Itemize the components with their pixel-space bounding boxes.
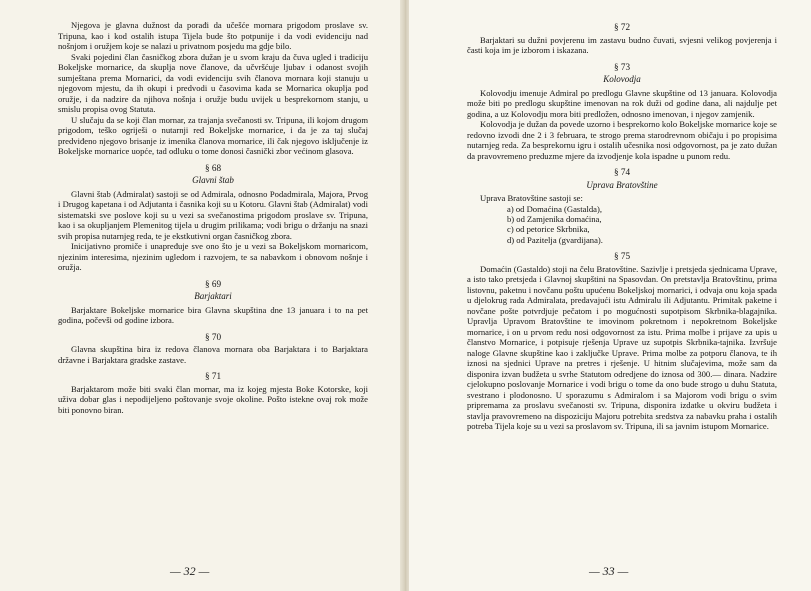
section-title: Glavni štab <box>192 175 234 185</box>
right-text-column <box>467 22 777 432</box>
paragraph: Barjaktarom može biti svaki član mornar, ma iz kojeg mjesta Boke Kotorske, koji uživa dobar glas i nepodijeljeno poštovanje svoje okoline. Pošto istekne ovaj rok može biti ponovno biran. <box>58 383 368 415</box>
section-heading: § 74 <box>613 167 631 177</box>
section-title: Barjaktari <box>194 291 232 301</box>
right-page <box>409 0 811 591</box>
section-heading: § 70 <box>204 331 222 342</box>
page-number: — 33 — <box>589 564 629 578</box>
paragraph: U slučaju da se koji član mornar, za trajanja svečanosti sv. Tripuna, ili kojom drugom prigodom, teško ogriješi o nutarnji red Bokeljske mornarice, i da je za taj slučaj predviđeno njegovo brisanje iz imenika članova mornarice, ili čak njegovo isključenje iz Bokeljske mornarice uopće, tad odluku o tome donosi časnički zbor većinom glasova. <box>58 114 368 156</box>
paragraph: Kolovodju imenuje Admiral po predlogu Glavne skupštine od 13 januara. Kolovodja može biti po predlogu skupštine imenovan na rok duži od godine dana, ali najdulje pet godina, a uz Kolovodju mora biti predložen, odnosno imenovan, i njegov zamjenik. <box>467 87 777 119</box>
section-heading: § 69 <box>204 278 222 289</box>
paragraph: Kolovodja je dužan da povede uzorno i besprekorno kolo Bokeljske mornarice koje se redovno izvodi dne 2 i 3 februara, te strogo prema starodrevnom običaju i po propisima nutarnjeg reda. Za besprekornu igru i ostalih učesnika nosi odgovornost, pa je zato dužan da pravovremeno preduzme mjere da izvodjenje kola ispadne u punom redu. <box>467 119 777 161</box>
left-text-column <box>58 20 368 415</box>
section-heading: § 73 <box>613 61 631 72</box>
paragraph: Njegova je glavna dužnost da porađi da učešće mornara prigodom proslave sv. Tripuna, kao i kod ostalih istupa Tijela bude što potpunije i da vodi evidenciju nad nošnjom i oružjem koje se nalazi u privatnom posjedu ma gdje bilo. <box>58 20 368 51</box>
left-page <box>0 0 402 591</box>
list-item: c) od petorice Skrbnika, <box>507 224 590 235</box>
paragraph: Inicijativno promiče i unapređuje sve ono što je u vezi sa Bokeljskom mornaricom, njezinim interesima, njezinim ugledom i razvojem, te sa nabavkom i obnovom nošnje i oružja. <box>58 241 368 272</box>
paragraph: Glavni štab (Admiralat) sastoji se od Admirala, odnosno Podadmirala, Majora, Prvog i Drugog kapetana i od Adjutanta i časnika koji su u Kotoru. Glavni štab (Admiralat) vodi sistematski sve poslove koji su u vezi sa svečanostima prigodom proslave sv. Tripuna, kao i sa okupljanjem Plemenitog tijela u drugim prilikama; vodi brigu o držanju na snazi svih propisa nutarnjeg reda, te je ekstkutivni organ časničkog zbora. <box>58 188 368 241</box>
section-heading: § 71 <box>204 371 222 381</box>
page-number: — 32 — <box>170 564 210 578</box>
paragraph: Uprava Bratovštine sastoji se: <box>480 193 583 203</box>
list-item: d) od Pazitelja (gvardijana). <box>507 234 603 245</box>
section-title: Uprava Bratovštine <box>586 179 658 190</box>
list-item: b) od Zamjenika domaćina, <box>507 213 602 224</box>
paragraph: Barjaktari su dužni povjerenu im zastavu budno čuvati, svjesni velikog povjerenja i časti koja im je izborom i iskazana. <box>467 34 777 55</box>
section-heading: § 72 <box>613 22 631 32</box>
section-heading: § 75 <box>613 251 631 262</box>
section-title: Kolovodja <box>603 74 641 84</box>
section-heading: § 68 <box>204 162 222 173</box>
paragraph: Barjaktare Bokeljske mornarice bira Glavna skupština dne 13 januara i to na pet godina, počevši od godine izbora. <box>58 304 368 325</box>
member-list <box>467 204 777 246</box>
paragraph: Glavna skupština bira iz redova članova mornara oba Barjaktara i to Barjaktara državne i Barjaktara gradske zastave. <box>58 344 368 365</box>
list-item: a) od Domaćina (Gastalda), <box>507 203 602 214</box>
paragraph: Domaćin (Gastaldo) stoji na čelu Bratovštine. Sazivlje i pretsjeda sjednicama Uprave, a isto tako pretsjeda i Glavnoj skupštini na Spasovdan. On pretstavlja Bratovštinu, prima listovnu, paketnu i novčanu poštu upućenu Bokeljskoj mornarici, i odvaja onu koja spada u djelokrug rada Admiralata, predavajući istu Admiralu ili Adjutantu. Primitak paketne i novčane pošte potvrdjuje pečatom i po mogućnosti supotpisom Skrbnika-blagajnika. Upravlja Upravom Bratovštine te imovinom pokretnom i nepokretnom Bokeljske mornarice, i on u prvom redu nosi odgovornost za istu. Prima molbe i prijave za upis u članstvo Mornarice, i potpisuje rješenja Uprave uz supotpis Skrbnika-tajnika. Izvršuje naloge Glavne skupštine kao i zaključke Uprave. Prima molbe za potporu članova, te ih iznosi na sjednici Uprave na pretres i rješenje. U hitnim slučajevima, može sam da disponira izvan budžeta u svrhe Statutom odredjene do iznosa od 300.— dinara. Nadzire cjelokupno poslovanje Mornarice i vodi brigu o tome da ono bude strogo u duhu Statuta, svestrano i plodonosno. U sporazumu s Admiralom i sa Majorom vodi brigu o svim pripremama za proslavu svečanosti sv. Tripuna, disponira izdatke u okviru budžeta i stavlja pravovremeno na dispoziciju Majoru potrebita sredstva za nabavku praha i ostalih potreba Tijela koje su u vezi sa proslavom sv. Tripuna, ili sa javnim istupom Mornarice. <box>467 263 777 432</box>
paragraph: Svaki pojedini član časničkog zbora dužan je u svom kraju da čuva ugled i tradiciju Bokeljske mornarice, da skuplja nove članove, da učvršćuje ljubav i odanost svojih sumještana prema Mornarici, da vodi evidenciju svih članova mornara koji stanuju u njegovom mjestu, da ih okupi i predvodi u časovima kada se Mornarica okuplja pod oružje, i da nadzire da njihova nošnja i oružje budu uvijek u besprekornom stanju, u smislu propisa ovog Statuta. <box>58 51 368 114</box>
